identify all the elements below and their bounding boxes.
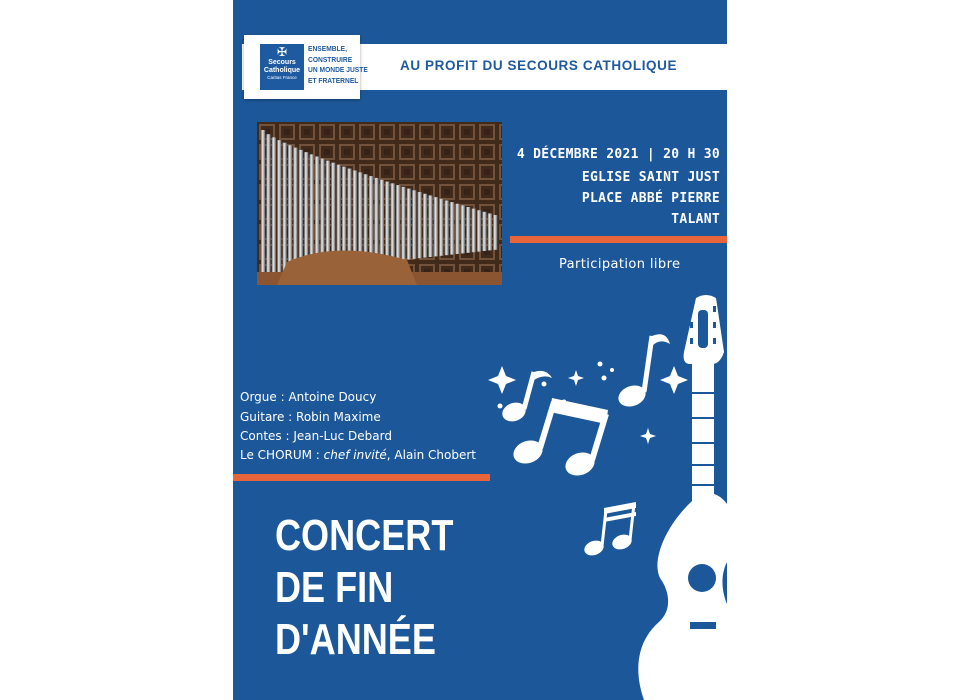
organ-pipe	[310, 154, 314, 270]
organ-pipe	[445, 200, 449, 255]
organ-pipe	[293, 148, 297, 272]
event-venue: EGLISE SAINT JUST	[581, 170, 720, 185]
organ-pipe	[358, 172, 362, 264]
credit-tales: Contes : Jean-Luc Debard	[240, 429, 392, 443]
organ-pipe	[407, 189, 411, 260]
event-city: TALANT	[671, 212, 720, 227]
organ-pipe	[283, 143, 287, 272]
secours-catholique-logo	[244, 35, 368, 99]
credit-choir-prefix: Le CHORUM :	[240, 448, 324, 462]
title-line-3: D'ANNÉE	[275, 615, 436, 664]
credit-choir-role: chef invité	[323, 448, 387, 462]
logo-tagline-line: UN MONDE JUSTE	[308, 65, 368, 74]
logo-name-line1: Secours	[268, 59, 296, 66]
logo-tagline	[308, 44, 368, 86]
organ-pipe	[374, 178, 378, 263]
organ-pipe	[423, 194, 427, 258]
music-illustration	[484, 292, 727, 700]
organ-photo	[257, 122, 502, 285]
event-address: PLACE ABBÉ PIERRE	[581, 191, 720, 206]
organ-pipe	[401, 187, 405, 260]
organ-pipe	[412, 190, 416, 258]
organ-pipe	[450, 202, 454, 255]
organ-pipe	[266, 134, 270, 272]
organ-pipe	[369, 176, 373, 264]
logo-tagline-line: CONSTRUIRE	[308, 54, 353, 64]
organ-pipe	[261, 130, 265, 272]
cross-icon: ✠	[276, 45, 288, 59]
organ-pipe	[472, 209, 476, 253]
title-line-1: CONCERT	[275, 511, 454, 560]
credit-choir-suffix: , Alain Chobert	[386, 448, 477, 462]
organ-pipe	[477, 210, 481, 251]
participation-text: Participation libre	[559, 257, 681, 272]
event-date-time: 4 DÉCEMBRE 2021 | 20 H 30	[516, 147, 720, 162]
credits-divider	[233, 474, 490, 481]
organ-pipe	[380, 180, 384, 263]
credit-guitar: Guitare : Robin Maxime	[240, 410, 381, 424]
organ-pipe	[488, 213, 492, 250]
organ-pipe	[391, 183, 395, 261]
organ-pipe	[455, 204, 459, 254]
header-text: AU PROFIT DU SECOURS CATHOLIQUE	[400, 58, 678, 73]
logo-tagline-line: ET FRATERNEL	[308, 75, 359, 85]
organ-pipe	[466, 207, 470, 253]
logo-mark	[260, 44, 304, 90]
music-notes-icon	[500, 334, 670, 558]
logo-tagline-line: ENSEMBLE,	[308, 44, 347, 53]
organ-pipe	[418, 192, 422, 258]
organ-pipe	[493, 215, 497, 250]
organ-pipe	[299, 150, 303, 272]
organ-pipe	[434, 197, 438, 256]
organ-pipe	[396, 185, 400, 261]
organ-pipe	[304, 152, 308, 271]
credit-organ: Orgue : Antoine Doucy	[240, 390, 377, 404]
organ-pipe	[428, 195, 432, 257]
logo-name-line3: Caritas France	[267, 75, 297, 80]
organ-pipe	[364, 174, 368, 264]
event-divider	[510, 236, 727, 243]
organ-pipe	[482, 212, 486, 251]
organ-pipe	[288, 145, 292, 272]
organ-pipe	[439, 199, 443, 256]
credit-choir	[240, 448, 476, 462]
title-line-2: DE FIN	[275, 563, 394, 612]
organ-pipe	[461, 205, 465, 253]
logo-name-line2: Catholique	[263, 66, 301, 74]
organ-pipe	[385, 182, 389, 262]
organ-pipe	[272, 137, 276, 272]
organ-pipe	[277, 140, 281, 272]
